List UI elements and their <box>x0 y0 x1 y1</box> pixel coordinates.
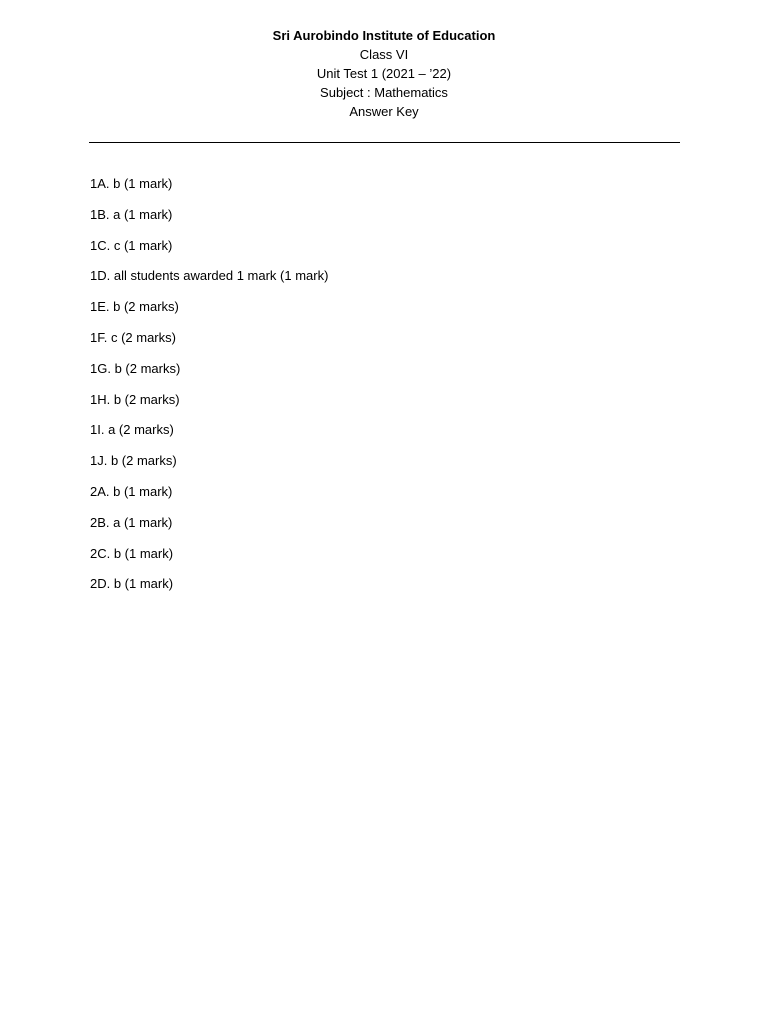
document-type: Answer Key <box>349 104 419 119</box>
answer-item: 1H. b (2 marks) <box>90 391 180 407</box>
answer-item: 1I. a (2 marks) <box>90 422 174 438</box>
header-divider <box>89 142 680 143</box>
answer-item: 2B. a (1 mark) <box>90 514 173 530</box>
answer-item: 1E. b (2 marks) <box>90 299 179 315</box>
answer-item: 1C. c (1 mark) <box>90 237 173 253</box>
answer-item: 1D. all students awarded 1 mark (1 mark) <box>90 268 329 284</box>
answer-item: 1A. b (1 mark) <box>90 176 173 191</box>
class-line: Class VI <box>359 47 409 62</box>
answer-list <box>90 174 328 605</box>
answer-item: 2D. b (1 mark) <box>90 576 174 592</box>
document-header <box>0 26 768 121</box>
answer-item: 2C. b (1 mark) <box>90 545 174 561</box>
subject-line: Subject : Mathematics <box>320 85 448 100</box>
answer-item: 1G. b (2 marks) <box>90 360 181 376</box>
answer-item: 1B. a (1 mark) <box>90 206 173 222</box>
answer-item: 1F. c (2 marks) <box>90 329 176 345</box>
test-line: Unit Test 1 (2021 – ’22) <box>316 66 452 81</box>
school-name: Sri Aurobindo Institute of Education <box>272 28 496 43</box>
answer-item: 1J. b (2 marks) <box>90 453 177 469</box>
answer-item: 2A. b (1 mark) <box>90 483 173 499</box>
